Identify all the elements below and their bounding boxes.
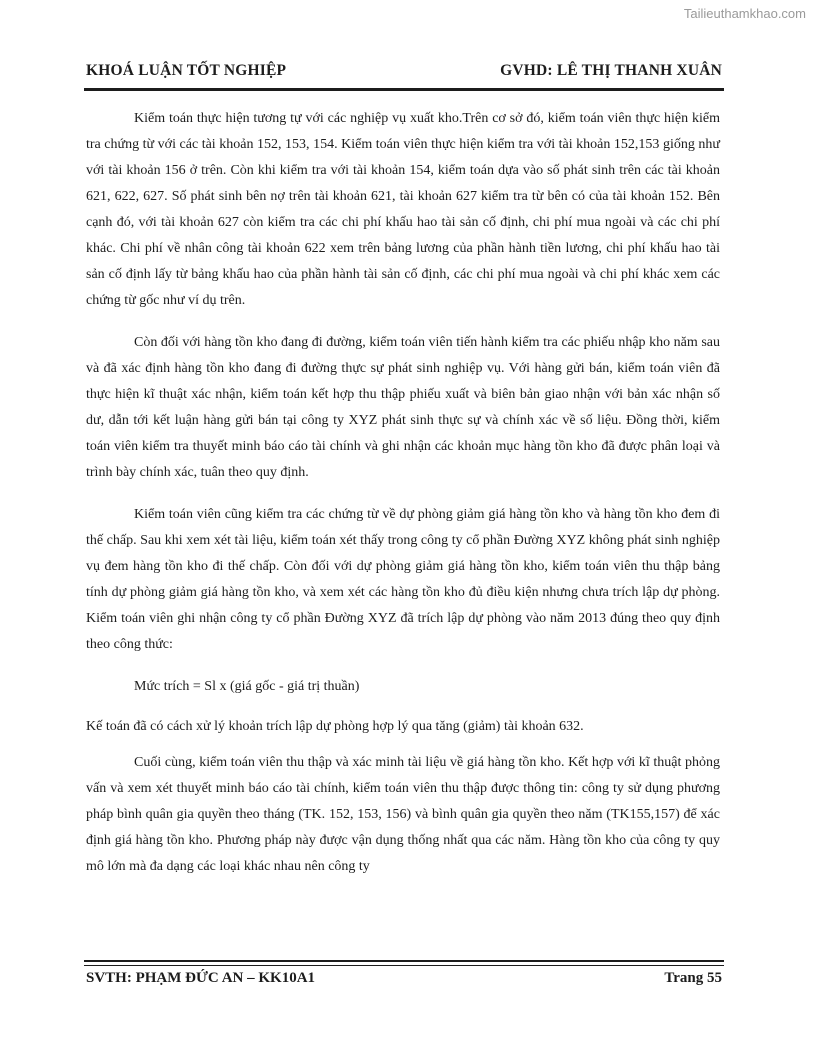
footer-student: SVTH: PHẠM ĐỨC AN – KK10A1: [86, 970, 316, 986]
note-paragraph: Kế toán đã có cách xử lý khoản trích lập dự phòng hợp lý qua tăng (giảm) tài khoản 632.: [86, 719, 584, 734]
page-footer: [86, 970, 722, 987]
footer-rule-thin: [84, 965, 724, 966]
header-advisor: GVHD: LÊ THỊ THANH XUÂN: [500, 62, 722, 79]
document-body: [86, 106, 720, 880]
header-rule: [84, 88, 724, 91]
page-header: [86, 62, 722, 80]
watermark: Tailieuthamkhao.com: [683, 6, 806, 21]
formula: Mức trích = Sl x (giá gốc - giá trị thuần): [134, 679, 360, 694]
footer-rule: [84, 960, 724, 962]
paragraph-4: Cuối cùng, kiểm toán viên thu thập và xác minh tài liệu về giá hàng tồn kho. Kết hợp với kĩ thuật phỏng vấn và xem xét thuyết minh báo cáo tài chính, kiểm toán viên thu thập được thông tin: công ty sử dụng phương pháp bình quân gia quyền theo tháng (TK. 152, 153, 156) và bình quân gia quyền theo năm (TK155,157) để xác định giá hàng tồn kho. Phương pháp này được vận dụng thống nhất qua các năm. Hàng tồn kho của công ty quy mô lớn mà đa dạng các loại khác nhau nên công ty: [86, 755, 720, 874]
header-title: KHOÁ LUẬN TỐT NGHIỆP: [86, 62, 287, 79]
paragraph-3: Kiểm toán viên cũng kiểm tra các chứng từ về dự phòng giảm giá hàng tồn kho và hàng tồn kho đem đi thế chấp. Sau khi xem xét tài liệu, kiểm toán xét thấy trong công ty cổ phần Đường XYZ không phát sinh nghiệp vụ đem hàng tồn kho đi thế chấp. Còn đối với dự phòng giảm giá hàng tồn kho, kiểm toán viên thu thập bảng tính dự phòng giảm giá hàng tồn kho, và xem xét các hàng tồn kho đủ điều kiện nhưng chưa trích lập dự phòng. Kiểm toán viên ghi nhận công ty cổ phần Đường XYZ đã trích lập dự phòng vào năm 2013 đúng theo quy định theo công thức:: [86, 507, 720, 652]
paragraph-1: Kiểm toán thực hiện tương tự với các nghiệp vụ xuất kho.Trên cơ sở đó, kiểm toán viên thực hiện kiểm tra chứng từ với các tài khoản 152, 153, 154. Kiểm toán viên thực hiện kiểm tra với tài khoản 152,153 giống như với tài khoản 156 ở trên. Còn khi kiểm tra với tài khoản 154, kiểm toán dựa vào số phát sinh trên các tài khoản 621, 622, 627. Số phát sinh bên nợ trên tài khoản 621, tài khoản 627 kiểm tra từ bên có của tài khoản 152. Bên cạnh đó, với tài khoản 627 còn kiểm tra các chi phí khấu hao tài sản cố định, chi phí mua ngoài và các chi phí khác. Chi phí về nhân công tài khoản 622 xem trên bảng lương của phần hành tiền lương, chi phí khấu hao tài sản cố định lấy từ bảng khấu hao của phần hành tài sản cố định, các chi phí mua ngoài và chi phí khác xem các chứng từ gốc như ví dụ trên.: [86, 111, 720, 308]
paragraph-2: Còn đối với hàng tồn kho đang đi đường, kiểm toán viên tiến hành kiểm tra các phiếu nhập kho năm sau và đã xác định hàng tồn kho đang đi đường thực sự phát sinh nghiệp vụ. Với hàng gửi bán, kiểm toán viên đã thực hiện kĩ thuật xác nhận, kiểm toán kết hợp thu thập phiếu xuất và biên bản giao nhận với bản xác nhận số dư, dẫn tới kết luận hàng gửi bán tại công ty XYZ phát sinh thực sự và chính xác về số liệu. Đồng thời, kiểm toán viên kiểm tra thuyết minh báo cáo tài chính và ghi nhận các khoản mục hàng tồn kho đã được phân loại và trình bày chính xác, tuân theo quy định.: [86, 335, 720, 480]
page-number: Trang 55: [664, 970, 722, 986]
